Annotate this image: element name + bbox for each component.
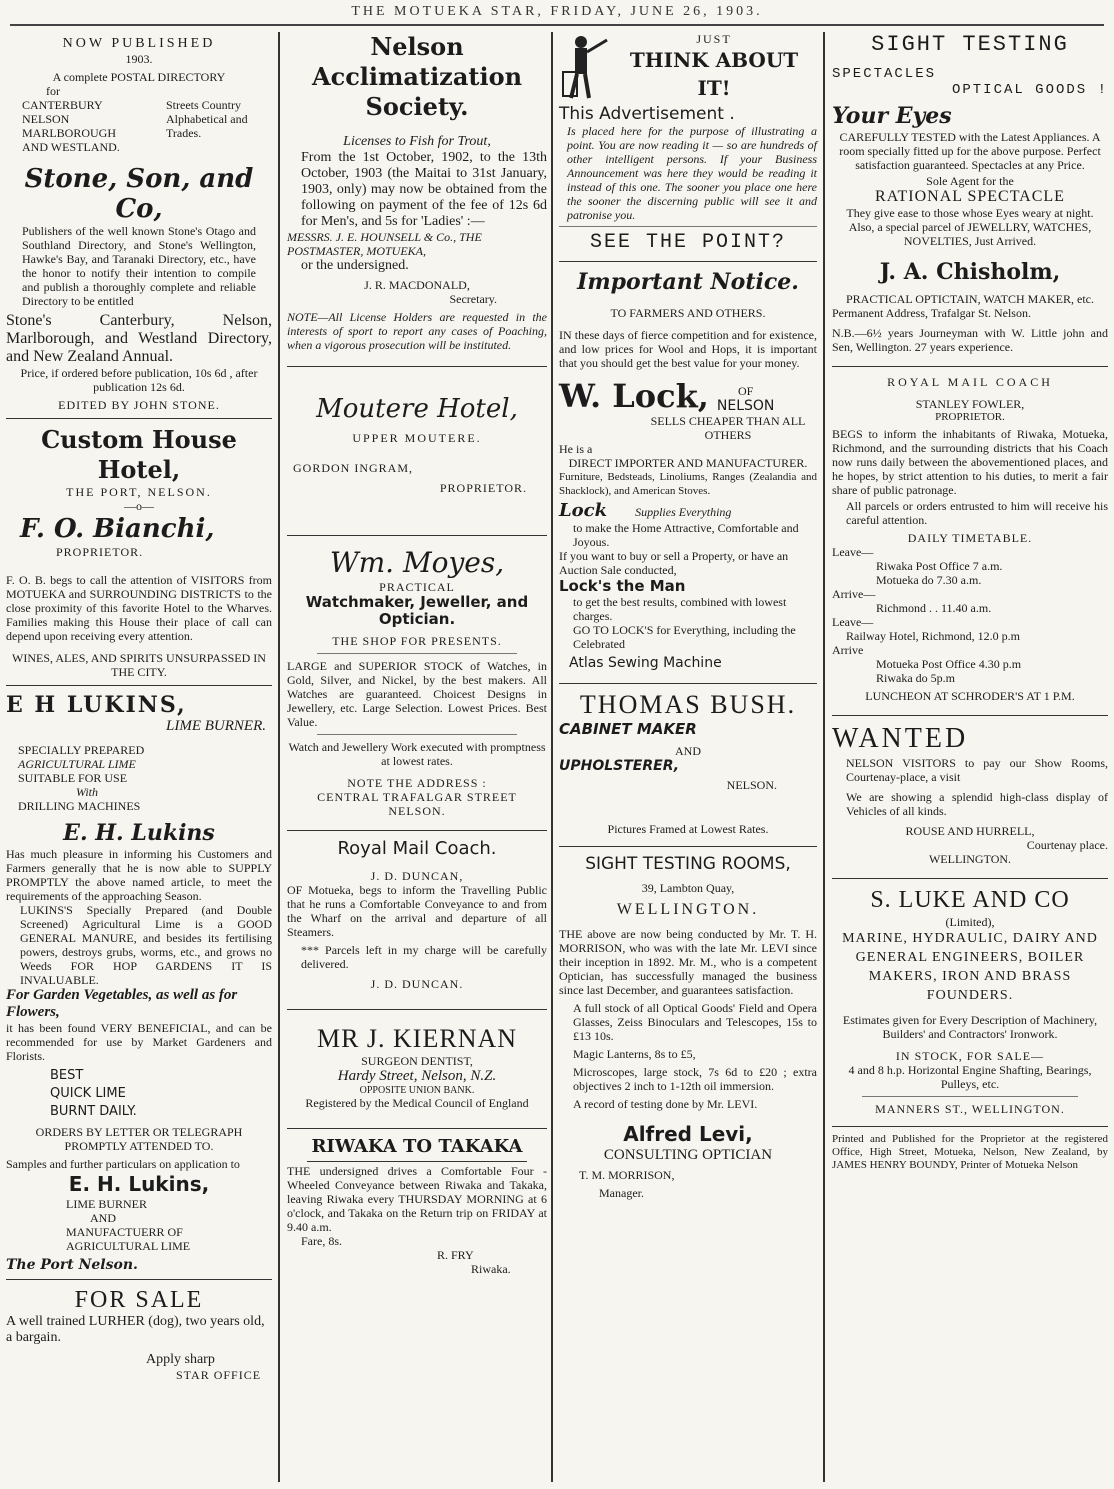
now-published: NOW PUBLISHED (62, 36, 216, 51)
moyes-repair: Watch and Jewellery Work executed with promptness at lowest rates. (288, 740, 546, 768)
rmc-parcels: All parcels or orders entrusted to him will receive his careful attention. (846, 499, 1108, 527)
divider (307, 1161, 527, 1162)
levi-consulting: CONSULTING OPTICIAN (603, 1147, 773, 1163)
divider (6, 685, 272, 686)
moutere-role: PROPRIETOR. (439, 481, 527, 495)
bush-nelson: NELSON. (726, 778, 777, 792)
masthead-rule (10, 24, 1104, 26)
sight-rooms-magic: Magic Lanterns, 8s to £5, (573, 1047, 696, 1061)
kiernan-address: Hardy Street, Nelson, N.Z. (337, 1068, 497, 1084)
moyes-shop: THE SHOP FOR PRESENTS. (332, 634, 502, 648)
spectacles: SPECTACLES (832, 66, 937, 82)
lukins-foot: AGRICULTURAL LIME (66, 1239, 191, 1253)
rmc-body: BEGS to inform the inhabitants of Riwaka, Motueka, Richmond, and the surrounding districts that his Coach now runs daily between the abovementioned places, and he hopes, by strict attention to his duties, to merit a fair share of public patronage. (832, 427, 1108, 497)
divider (862, 1096, 1078, 1097)
riwaka-body: THE undersigned drives a Comfortable Four - Wheeled Conveyance between Riwaka and Takaka, leaving Riwaka every THURSDAY MORNING at 6 o'clock, and Takaka on the Return trip on FRIDAY at 9.40 a.m. (287, 1164, 547, 1234)
lukins-ad (6, 692, 272, 1273)
lukins-foot: AND (90, 1211, 116, 1225)
custom-house-title: Custom House Hotel, (41, 425, 237, 484)
riwaka-place: Riwaka. (471, 1262, 511, 1276)
lock-name2: Lock (559, 500, 608, 521)
rmc-row: Railway Hotel, Richmond, 12.0 p.m (846, 629, 1020, 643)
for-sale-body: A well trained LURHER (dog), two years old, a bargain. (6, 1314, 265, 1345)
divider (559, 846, 817, 847)
think-body: Is placed here for the purpose of illustrating a point. You are now reading it — so are hundreds of other intelligent persons. If your Business Announcement was here they would be reading it instead of this one. The sooner you place one here the sooner the discerning public will see it and patronise you. (567, 124, 817, 222)
for-sale-apply: Apply sharp (146, 1352, 215, 1367)
chisholm-name: J. A. Chisholm, (879, 259, 1061, 285)
duncan-title: Royal Mail Coach. (337, 838, 497, 859)
bush-pictures: Pictures Framed at Lowest Rates. (607, 822, 769, 836)
lock-go: GO TO LOCK'S for Everything, including the Celebrated (573, 623, 796, 651)
sole-agent: Sole Agent for the (926, 174, 1014, 188)
sight-rooms-record: A record of testing done by Mr. LEVI. (573, 1097, 758, 1111)
rmc-lunch: LUNCHEON AT SCHRODER'S AT 1 P.M. (865, 689, 1075, 703)
lock-man: Lock's the Man (559, 577, 686, 595)
column-2 (281, 32, 553, 1482)
lukins-name: E. H. Lukins (63, 820, 215, 846)
notice-to: TO FARMERS AND OTHERS. (610, 306, 766, 320)
sight-rooms-addr: 39, Lambton Quay, (641, 881, 735, 895)
directory-ad (6, 36, 272, 412)
lukins-best: BURNT DAILY. (50, 1104, 137, 1119)
lukins-best: BEST (50, 1068, 84, 1083)
moyes-practical: PRACTICAL (379, 580, 455, 594)
custom-house-body: F. O. B. begs to call the attention of VISITORS from MOTUEKA and SURROUNDING DISTRICTS to the close proximity of this favorite Hotel to the Wharves. Families making this House their place of call can depend upon receiving every attention. (6, 573, 272, 643)
moyes-address: CENTRAL TRAFALGAR STREET NELSON. (317, 790, 517, 818)
bush-ad (559, 690, 817, 836)
moyes-body: LARGE and SUPERIOR STOCK of Watches, in Gold, Silver, and Nickel, by the best makers. All Watches are guaranteed. Choicest Designs in Jewellery, etc. Large Selection. Lowest Prices. Best Value. (287, 659, 547, 729)
think-title: THINK ABOUT IT! (629, 48, 799, 100)
divider (559, 261, 817, 262)
column-rule (823, 32, 825, 1482)
moyes-ad (287, 546, 547, 818)
chisholm-ad (832, 32, 1108, 354)
this-advertisement: This Advertisement . (559, 104, 735, 124)
accl-note: NOTE—All License Holders are requested in the interests of sport to report any cases of Poaching, when a vigorous prosecution will be instituted. (287, 310, 547, 352)
lock-atlas: Atlas Sewing Machine (569, 655, 722, 671)
lock-he: He is a (559, 442, 593, 456)
accl-sec: Secretary. (449, 292, 497, 306)
divider (559, 226, 817, 227)
rmc-arrive2: Arrive (832, 643, 864, 657)
give-ease: They give ease to those whose Eyes weary at night. (846, 206, 1094, 220)
wanted-city: WELLINGTON. (928, 852, 1012, 866)
lock-sells: SELLS CHEAPER THAN ALL OTHERS (650, 414, 806, 442)
rmc-owner: STANLEY FOWLER, (915, 397, 1025, 411)
rmc-leave2: Leave— (832, 615, 874, 629)
divider (6, 418, 272, 419)
kiernan-opposite: OPPOSITE UNION BANK. (359, 1085, 475, 1096)
divider (317, 734, 517, 735)
lukins-garden2: it has been found VERY BENEFICIAL, and can be recommended for use by Market Gardeners and Florists. (6, 1021, 272, 1063)
think-ad (559, 32, 817, 255)
directory-complete: A complete POSTAL DIRECTORY (52, 70, 226, 84)
sight-rooms-title: SIGHT TESTING ROOMS, (585, 854, 791, 874)
divider (287, 1009, 547, 1010)
lukins-sub: LIME BURNER. (166, 718, 266, 734)
chisholm-address: Permanent Address, Trafalgar St. Nelson. (832, 306, 1031, 320)
stone-firm: Stone, Son, and Co, (24, 164, 254, 224)
rmc-leave: Leave— (832, 545, 874, 559)
lukins-line: SUITABLE FOR USE (18, 771, 128, 785)
riwaka-title: RIWAKA TO TAKAKA (311, 1136, 523, 1157)
lukins-foot: MANUFACTUERR OF (66, 1225, 183, 1239)
column-1 (0, 32, 278, 1482)
duncan-owner: J. D. DUNCAN, (370, 869, 464, 883)
think-just: JUST (696, 32, 732, 46)
tested: CAREFULLY TESTED with the Latest Appliances. A room specially fitted up for the above purpose. Perfect satisfaction guaranteed. Spectacles at any Price. (839, 130, 1101, 172)
sight-testing-title: SIGHT TESTING (871, 32, 1069, 57)
sight-rooms-city: WELLINGTON. (616, 901, 760, 918)
also-parcel: Also, a special parcel of JEWELLRY, WATCHES, NOVELTIES, Just Arrived. (848, 220, 1092, 248)
bianchi-role: PROPRIETOR. (56, 545, 144, 559)
lock-ad (559, 378, 817, 671)
divider (6, 1279, 272, 1280)
rmc-row: Richmond . . 11.40 a.m. (876, 601, 992, 615)
accl-title: Nelson Acclimatization Society. (311, 32, 523, 121)
sight-rooms-ad (559, 853, 817, 1200)
sight-rooms-micro: Microscopes, large stock, 7s 6d to £20 ; extra objectives 2 inch to 1-12th oil immersion. (573, 1065, 817, 1093)
moyes-title: Wm. Moyes, (329, 546, 505, 579)
divider (287, 366, 547, 367)
moutere-ad (287, 393, 547, 495)
moutere-owner: GORDON INGRAM, (293, 461, 414, 475)
lukins-line: AGRICULTURAL LIME (18, 757, 136, 771)
chisholm-role: PRACTICAL OPTICTAIN, WATCH MAKER, etc. (845, 292, 1095, 306)
lukins-body2: LUKINS'S Specially Prepared (and Double Screened) Agricultural Lime is a GOOD GENERAL MANURE, and besides its fertilising powers, destroys grubs, worms, etc., and grows no Weeds FOR HOP GARDENS IT IS INVALUABLE. (20, 903, 272, 987)
bianchi-name: F. O. Bianchi, (20, 514, 215, 544)
rmc-title: ROYAL MAIL COACH (887, 375, 1053, 389)
directory-for: for (46, 84, 60, 98)
lukins-samples: Samples and further particulars on application to (6, 1157, 240, 1171)
duncan-coach-ad (287, 837, 547, 991)
lock-best: to get the best results, combined with lowest charges. (573, 595, 787, 623)
riwaka-fare: Fare, 8s. (301, 1234, 342, 1248)
divider (287, 830, 547, 831)
imprint: Printed and Published for the Proprietor at the registered Office, High Street, Motueka, Nelson, New Zealand, by JAMES HENRY BOUNDY, Printer of Motueka Nelson (832, 1133, 1108, 1171)
kiernan-title: MR J. KIERNAN (316, 1024, 518, 1053)
lukins-head: E H LUKINS, (6, 692, 187, 718)
luke-stock: IN STOCK, FOR SALE— (895, 1049, 1045, 1063)
moyes-note: NOTE THE ADDRESS : (347, 776, 487, 790)
your-eyes: Your Eyes (832, 103, 952, 129)
bush-and: AND (675, 744, 701, 758)
lock-supplies: Supplies Everything (635, 505, 732, 519)
kiernan-reg: Registered by the Medical Council of England (305, 1096, 529, 1110)
for-sale-title: FOR SALE (74, 1287, 204, 1313)
chisholm-nb: N.B.—6½ years Journeyman with W. Little john and Sen, Wellington. 27 years experience. (832, 326, 1108, 354)
bush-upholsterer: UPHOLSTERER, (559, 758, 680, 774)
lukins-best: QUICK LIME (50, 1086, 126, 1101)
divider (832, 715, 1108, 716)
kiernan-role: SURGEON DENTIST, (361, 1054, 473, 1068)
fowler-coach-ad (832, 375, 1108, 703)
wanted-place: Courtenay place. (1026, 838, 1108, 852)
lukins-garden: For Garden Vegetables, as well as for Flowers, (6, 987, 238, 1020)
bush-cabinet: CABINET MAKER (559, 720, 697, 738)
custom-house-ad (6, 425, 272, 679)
lock-direct: DIRECT IMPORTER AND MANUFACTURER. (568, 456, 808, 470)
sight-rooms-stock: A full stock of all Optical Goods' Field and Opera Glasses, Zeiss Binoculars and Telescopes, 15s to £13 10s. (573, 1001, 817, 1043)
masthead: THE MOTUEKA STAR, FRIDAY, JUNE 26, 1903. (351, 4, 763, 19)
pointing-man-icon (559, 32, 611, 102)
rational-spectacle: RATIONAL SPECTACLE (875, 188, 1065, 205)
luke-estimates: Estimates given for Every Description of Machinery, Builders' and Contractors' Ironwork. (842, 1013, 1098, 1041)
wanted-firm: ROUSE AND HURRELL, (905, 824, 1035, 838)
custom-house-place: THE PORT, NELSON. (66, 485, 212, 499)
custom-house-wines: WINES, ALES, AND SPIRITS UNSURPASSED IN THE CITY. (12, 651, 266, 679)
rmc-row: Motueka Post Office 4.30 p.m (876, 657, 1022, 671)
directory-year: 1903. (125, 52, 153, 66)
lukins-body: Has much pleasure in informing his Customers and Farmers generally that he is now able to SUPPLY PROMPTLY the above named article, to meet the requirements of the approaching Season. (6, 847, 272, 903)
accl-sign: J. R. MACDONALD, (364, 278, 470, 292)
lock-furniture: Furniture, Bedsteads, Linoliums, Ranges (Zealandia and Shacklock), and American Stoves. (559, 471, 817, 497)
notice-body: IN these days of fierce competition and for existence, and low prices for Wool and Hops, it is important that you should get the best value for your money. (559, 328, 817, 370)
wanted-body2: We are showing a splendid high-class display of Vehicles of all kinds. (846, 790, 1108, 818)
lock-buy: If you want to buy or sell a Property, or have an Auction Sale conducted, (559, 549, 789, 577)
directory-editor: EDITED BY JOHN STONE. (58, 398, 220, 412)
kiernan-ad (287, 1024, 547, 1110)
lukins-name2: E. H. Lukins, (68, 1172, 210, 1196)
duncan-sign: J. D. DUNCAN. (370, 977, 464, 991)
rmc-daily: DAILY TIMETABLE. (907, 531, 1033, 545)
divider (317, 653, 517, 654)
moutere-place: UPPER MOUTERE. (352, 431, 482, 445)
luke-engines: 4 and 8 h.p. Horizontal Engine Shafting, Bearings, Pulleys, etc. (848, 1063, 1092, 1091)
directory-sections: Streets Country Alphabetical and Trades. (166, 98, 248, 140)
accl-or: or the undersigned. (301, 258, 409, 273)
duncan-body: OF Motueka, begs to inform the Travelling Public that he runs a Comfortable Conveyance to and from the Wharf on the arrival and departure of all Steamers. (287, 883, 547, 939)
levi-name: Alfred Levi, (623, 1122, 753, 1146)
lock-of: OF (737, 384, 754, 398)
divider (832, 366, 1108, 367)
rmc-role: PROPRIETOR. (935, 411, 1005, 423)
divider (559, 683, 817, 684)
for-sale-office: STAR OFFICE (176, 1368, 262, 1382)
moutere-title: Moutere Hotel, (316, 394, 518, 424)
luke-address: MANNERS ST., WELLINGTON. (875, 1102, 1065, 1116)
column-4 (826, 32, 1114, 1482)
important-notice-ad (559, 268, 817, 370)
divider (287, 535, 547, 536)
rmc-row: Riwaka Post Office 7 a.m. (876, 559, 1003, 573)
lukins-foot: LIME BURNER (66, 1197, 147, 1211)
duncan-parcels: *** Parcels left in my charge will be carefully delivered. (301, 943, 547, 971)
see-the-point: SEE THE POINT? (589, 231, 787, 254)
wanted-body: NELSON VISITORS to pay our Show Rooms, Courtenay-place, a visit (846, 756, 1108, 784)
column-rule (278, 32, 280, 1482)
wanted-ad (832, 722, 1108, 866)
divider (832, 878, 1108, 879)
lukins-orders: ORDERS BY LETTER OR TELEGRAPH PROMPTLY ATTENDED TO. (35, 1125, 243, 1153)
directory-regions: CANTERBURY NELSON MARLBOROUGH AND WESTLAND. (22, 98, 120, 154)
luke-ad (832, 885, 1108, 1116)
morrison-name: T. M. MORRISON, (579, 1168, 675, 1182)
custom-house-sep: —o— (124, 499, 154, 513)
rmc-arrive: Arrive— (832, 587, 876, 601)
lukins-port: The Port Nelson. (6, 1257, 138, 1273)
lukins-line: DRILLING MACHINES (18, 799, 141, 813)
accl-body: From the 1st October, 1902, to the 13th October, 1903 (the Maitai to 31st January, 1903, only) may now be obtained from the following on payment of the fee of 12s 6d for Men's, and 5s for 'Ladies' :— (301, 150, 547, 229)
moyes-trade: Watchmaker, Jeweller, and Optician. (305, 593, 529, 628)
divider (832, 1126, 1108, 1127)
riwaka-sign: R. FRY (437, 1248, 474, 1262)
directory-price: Price, if ordered before publication, 10s 6d , after publication 12s 6d. (20, 366, 258, 394)
rmc-row: Riwaka do 5p.m (876, 671, 955, 685)
optical-goods: OPTICAL GOODS ! (951, 82, 1108, 98)
luke-body: MARINE, HYDRAULIC, DAIRY AND GENERAL ENGINEERS, BOILER MAKERS, IRON AND BRASS FOUNDERS. (842, 931, 1098, 1003)
lock-name: W. Lock, (559, 377, 709, 415)
lock-nelson: NELSON (716, 398, 775, 414)
riwaka-takaka-ad (287, 1135, 547, 1276)
lukins-line: With (76, 785, 99, 799)
bush-title: THOMAS BUSH. (579, 690, 797, 719)
accl-licenses: Licenses to Fish for Trout, (343, 134, 491, 149)
sight-rooms-body: THE above are now being conducted by Mr. T. H. MORRISON, who was with the late Mr. LEVI since their inception in 1892. Mr. M., who is a competent Optician, has successfully managed the business since last December, and guarantees satisfaction. (559, 927, 817, 997)
luke-title: S. LUKE AND CO (870, 887, 1070, 913)
rmc-row: Motueka do 7.30 a.m. (876, 573, 982, 587)
accl-agents: MESSRS. J. E. HOUNSELL & Co., THE POSTMASTER, MOTUEKA, (287, 230, 482, 258)
for-sale-ad (6, 1286, 272, 1382)
acclimatization-ad (287, 32, 547, 352)
morrison-manager: Manager. (599, 1186, 644, 1200)
column-3 (553, 32, 823, 1482)
lukins-line: SPECIALLY PREPARED (18, 743, 145, 757)
notice-title: Important Notice. (577, 269, 799, 295)
divider (287, 1128, 547, 1129)
directory-body: Publishers of the well known Stone's Otago and Southland Directory, and Stone's Wellington, Hawke's Bay, and Taranaki Directory, etc., have the honor to notify their intention to compile and publish a thoroughly complete and reliable Directory to be entitled (22, 224, 256, 308)
lock-make: to make the Home Attractive, Comfortable and Joyous. (573, 521, 799, 549)
luke-ltd: (Limited), (945, 915, 995, 929)
wanted-title: WANTED (832, 723, 969, 754)
directory-title: Stone's Canterbury, Nelson, Marlborough, and Westland Directory, and New Zealand Annual. (6, 312, 272, 365)
